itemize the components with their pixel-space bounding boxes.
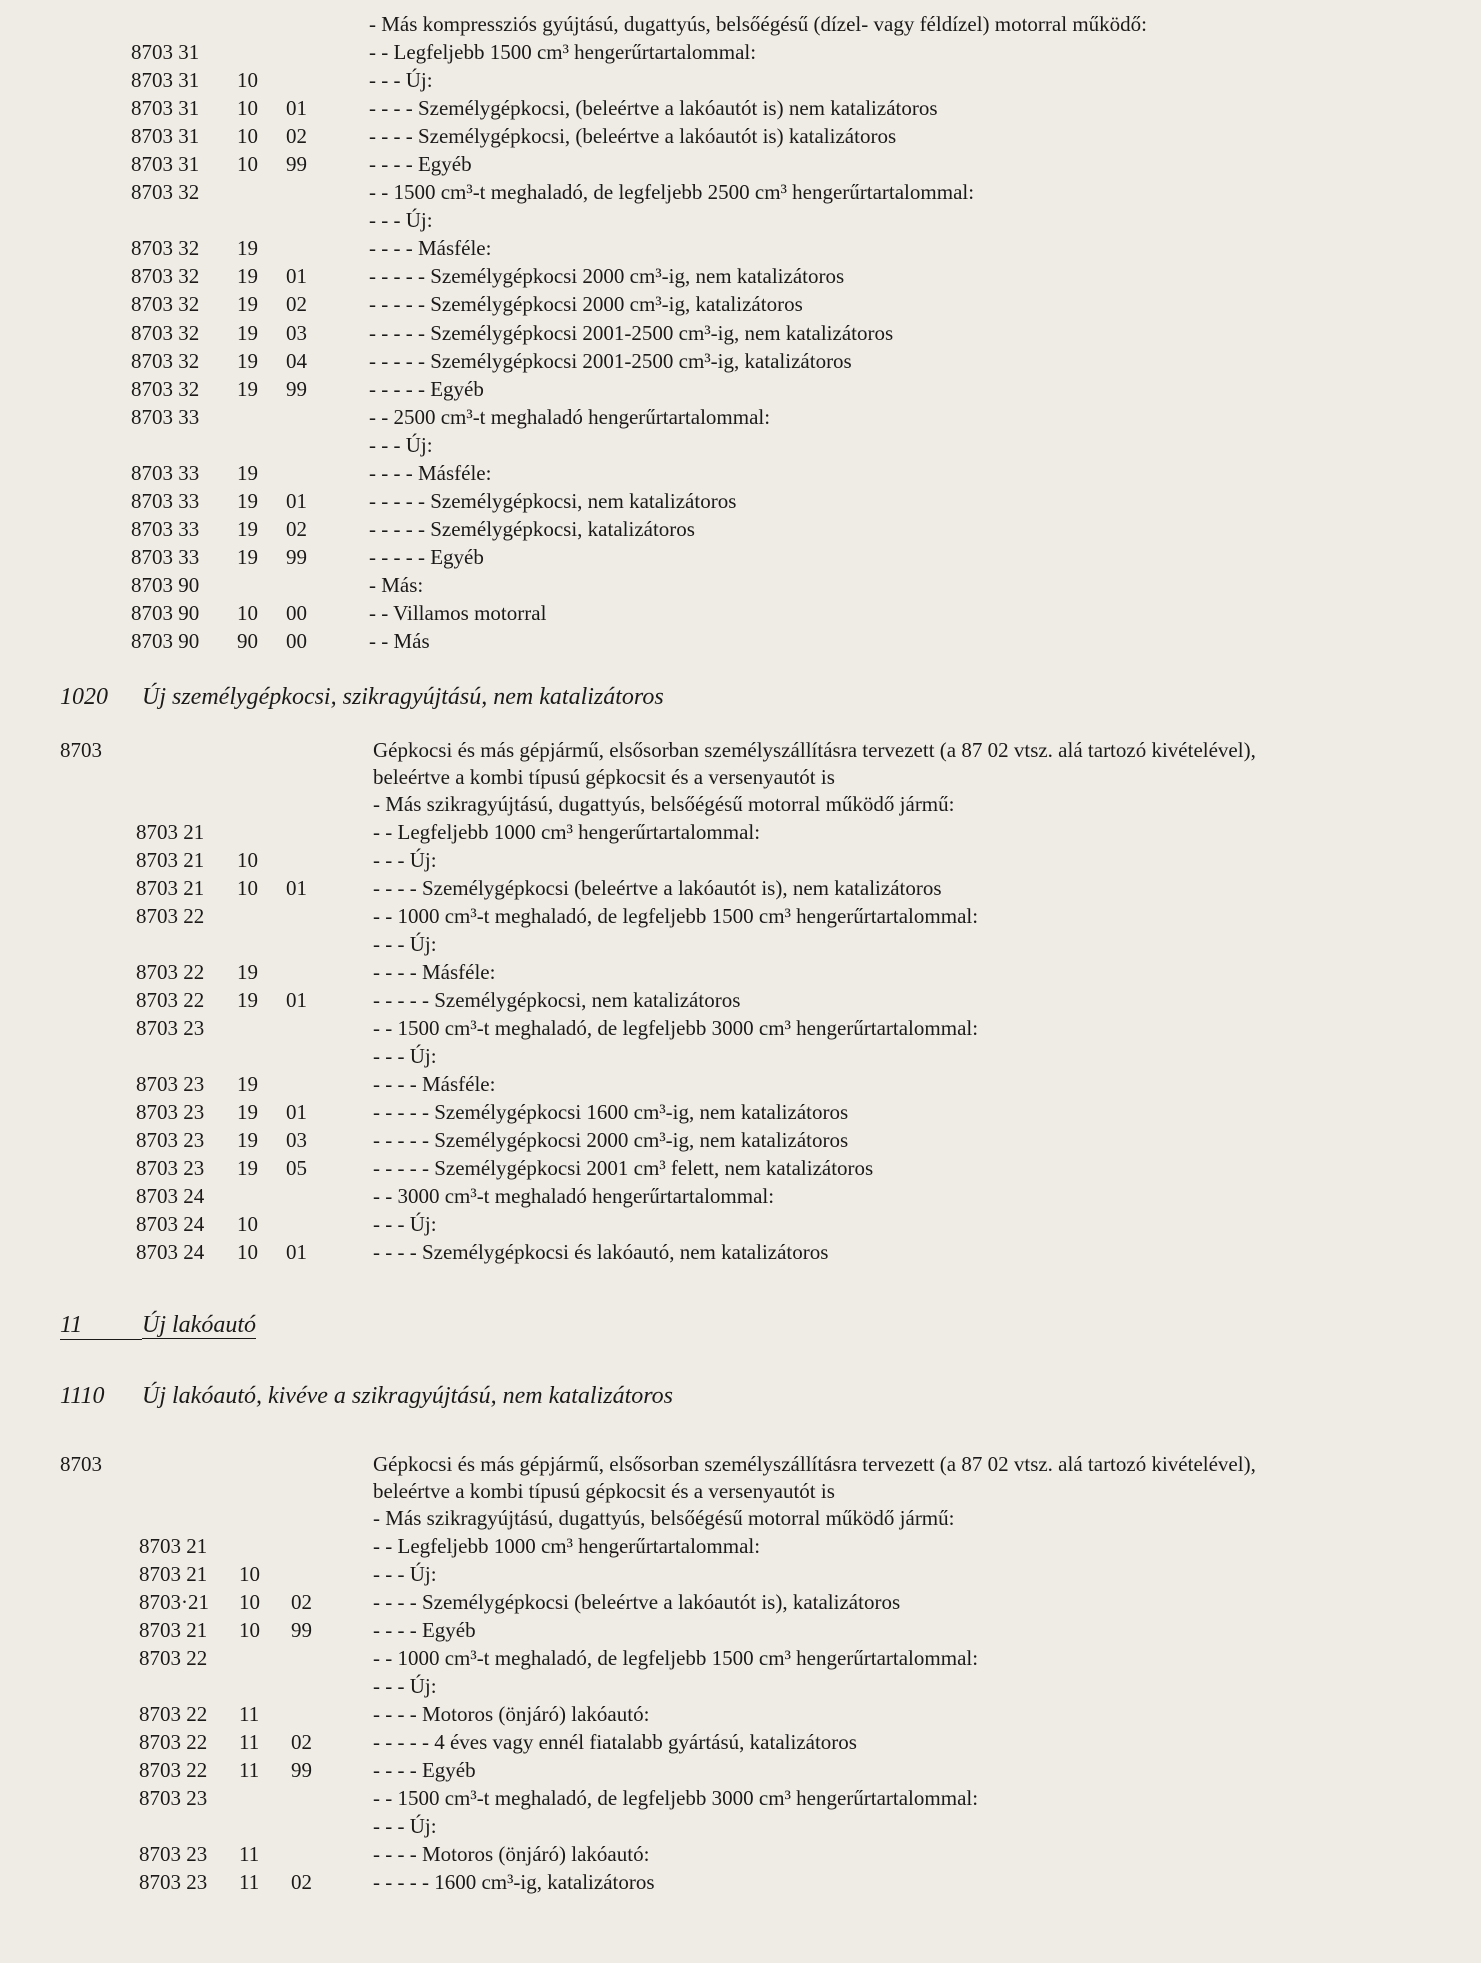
table-row: [0, 178, 1481, 206]
heading-11-number: 11: [60, 1312, 142, 1340]
code-cell: 8703 21: [139, 1618, 208, 1642]
suffix-cell: 99: [291, 1618, 312, 1642]
table-row: [0, 627, 1481, 655]
subcode-cell: 19: [237, 960, 258, 984]
subcode-cell: 19: [237, 1072, 258, 1096]
table-row: [0, 599, 1481, 627]
code-cell: 8703 31: [131, 68, 200, 93]
description-cell: - - Villamos motorral: [369, 601, 547, 625]
table-row: [0, 431, 1481, 459]
subcode-cell: 10: [237, 96, 258, 121]
code-cell: 8703 21: [139, 1562, 208, 1586]
description-cell: - - - - Egyéb: [373, 1618, 476, 1642]
subcode-cell: 19: [237, 1156, 258, 1180]
table-row: [0, 66, 1481, 94]
code-cell: 8703 21: [136, 876, 205, 900]
code-cell: 8703 33: [131, 544, 200, 569]
description-cell: - - Más: [369, 629, 430, 654]
suffix-cell: 99: [286, 152, 307, 177]
suffix-cell: 01: [286, 488, 307, 513]
table-row: [0, 1728, 1481, 1756]
description-cell: - - - - - Személygépkocsi, katalizátoros: [369, 516, 695, 541]
code-cell: 8703 33: [131, 404, 200, 429]
code-cell: 8703 23: [136, 1128, 205, 1152]
code-cell: 8703 32: [131, 264, 200, 289]
subcode-cell: 10: [239, 1618, 260, 1642]
table-row: [0, 1840, 1481, 1868]
subcode-cell: 19: [237, 376, 258, 401]
suffix-cell: 01: [286, 1100, 307, 1124]
code-cell: 8703 23: [139, 1786, 208, 1810]
suffix-cell: 01: [286, 264, 307, 289]
table-row: [0, 958, 1481, 986]
suffix-cell: 03: [286, 320, 307, 345]
code-cell: 8703 24: [136, 1212, 205, 1236]
table-row: [0, 38, 1481, 66]
subcode-cell: 90: [237, 629, 258, 654]
table-row: [0, 1616, 1481, 1644]
subcode-cell: 11: [239, 1870, 260, 1894]
section-b-code: 8703: [60, 738, 102, 762]
code-cell: 8703 22: [139, 1758, 208, 1782]
description-cell: - - - - Másféle:: [369, 460, 492, 485]
table-row: [0, 515, 1481, 543]
code-cell: 8703 24: [136, 1240, 205, 1264]
description-cell: - - 1500 cm³-t meghaladó, de legfeljebb 2500 cm³ hengerűrtartalommal:: [369, 180, 975, 205]
table-row: [0, 347, 1481, 375]
description-cell: - - 1000 cm³-t meghaladó, de legfeljebb 1500 cm³ hengerűrtartalommal:: [373, 904, 979, 928]
code-cell: 8703 33: [131, 488, 200, 513]
description-cell: - - - - Motoros (önjáró) lakóautó:: [373, 1842, 650, 1866]
table-row: [0, 234, 1481, 262]
description-cell: - - - Új:: [373, 1212, 437, 1236]
code-cell: 8703 31: [131, 40, 200, 64]
table-row: [0, 459, 1481, 487]
description-cell: - - - - - Személygépkocsi 2000 cm³-ig, nem katalizátoros: [369, 264, 845, 289]
suffix-cell: 04: [286, 348, 307, 373]
subcode-cell: 10: [239, 1590, 260, 1614]
code-cell: 8703 21: [139, 1534, 208, 1558]
code-cell: 8703 32: [131, 376, 200, 401]
table-row: [0, 150, 1481, 178]
suffix-cell: 02: [286, 516, 307, 541]
table-row: [0, 1644, 1481, 1672]
suffix-cell: 02: [291, 1590, 312, 1614]
heading-1110-text: Új lakóautó, kivéve a szikragyújtású, nem katalizátoros: [142, 1383, 674, 1409]
section-b-desc-2: beleértve a kombi típusú gépkocsit és a versenyautót is: [373, 765, 835, 789]
description-cell: - Más:: [369, 572, 424, 597]
description-cell: - - - - - Személygépkocsi 2001 cm³ felett, nem katalizátoros: [373, 1156, 874, 1180]
heading-1020-text: Új személygépkocsi, szikragyújtású, nem katalizátoros: [142, 684, 664, 710]
heading-1110: [60, 1383, 673, 1410]
code-cell: 8703 22: [139, 1730, 208, 1754]
table-row: [0, 1812, 1481, 1840]
description-cell: - - - - - Személygépkocsi 2001-2500 cm³-ig, katalizátoros: [369, 348, 852, 373]
subcode-cell: 19: [237, 516, 258, 541]
subcode-cell: 10: [237, 1212, 258, 1236]
description-cell: - - - Új:: [373, 1674, 437, 1698]
table-row: [0, 1672, 1481, 1700]
suffix-cell: 02: [286, 292, 307, 317]
heading-11: [60, 1312, 256, 1340]
code-cell: 8703·21: [139, 1590, 209, 1614]
subcode-cell: 19: [237, 292, 258, 317]
description-cell: - - - - - Személygépkocsi 2001-2500 cm³-ig, nem katalizátoros: [369, 320, 894, 345]
table-row: [0, 1182, 1481, 1210]
code-cell: 8703 33: [131, 516, 200, 541]
subcode-cell: 19: [237, 236, 258, 261]
subcode-cell: 11: [239, 1702, 260, 1726]
table-row: [0, 94, 1481, 122]
description-cell: - - - - Másféle:: [369, 236, 492, 261]
description-cell: - - - - Másféle:: [373, 960, 496, 984]
description-cell: - - - Új:: [373, 848, 437, 872]
table-row: [0, 403, 1481, 431]
code-cell: 8703 22: [136, 904, 205, 928]
code-cell: 8703 32: [131, 348, 200, 373]
suffix-cell: 99: [286, 376, 307, 401]
table-row: [0, 206, 1481, 234]
table-row: [0, 1868, 1481, 1896]
section-b-desc-1: Gépkocsi és más gépjármű, elsősorban személyszállításra tervezett (a 87 02 vtsz. alá tartozó kivételével),: [373, 738, 1256, 762]
code-cell: 8703 22: [139, 1646, 208, 1670]
table-row: [0, 1588, 1481, 1616]
subcode-cell: 11: [239, 1758, 260, 1782]
description-cell: - - - - - Egyéb: [369, 376, 484, 401]
code-cell: 8703 31: [131, 152, 200, 177]
section-a-intro: - Más kompressziós gyújtású, dugattyús, belsőégésű (dízel- vagy féldízel) motorral működő:: [369, 12, 1147, 36]
subcode-cell: 19: [237, 348, 258, 373]
suffix-cell: 02: [291, 1730, 312, 1754]
subcode-cell: 10: [237, 124, 258, 149]
description-cell: - - Legfeljebb 1000 cm³ hengerűrtartalommal:: [373, 1534, 761, 1558]
table-row: [0, 1126, 1481, 1154]
description-cell: - - - Új:: [369, 68, 433, 93]
suffix-cell: 01: [286, 988, 307, 1012]
subcode-cell: 19: [237, 320, 258, 345]
suffix-cell: 00: [286, 601, 307, 625]
section-c-desc-2: beleértve a kombi típusú gépkocsit és a versenyautót is: [373, 1479, 835, 1503]
suffix-cell: 03: [286, 1128, 307, 1152]
code-cell: 8703 23: [136, 1156, 205, 1180]
table-row: [0, 487, 1481, 515]
subcode-cell: 19: [237, 460, 258, 485]
subcode-cell: 19: [237, 264, 258, 289]
code-cell: 8703 90: [131, 629, 200, 654]
table-row: [0, 1700, 1481, 1728]
description-cell: - - - - Egyéb: [369, 152, 472, 177]
subcode-cell: 11: [239, 1842, 260, 1866]
subcode-cell: 19: [237, 1100, 258, 1124]
description-cell: - - - Új:: [369, 208, 433, 233]
description-cell: - - - Új:: [373, 1814, 437, 1838]
table-row: [0, 1210, 1481, 1238]
subcode-cell: 19: [237, 544, 258, 569]
code-cell: 8703 32: [131, 236, 200, 261]
code-cell: 8703 21: [136, 848, 205, 872]
description-cell: - - - - - Személygépkocsi 2000 cm³-ig, katalizátoros: [369, 292, 803, 317]
table-row: [0, 1042, 1481, 1070]
code-cell: 8703 90: [131, 572, 200, 597]
table-row: [0, 1070, 1481, 1098]
description-cell: - - - - Személygépkocsi, (beleértve a lakóautót is) nem katalizátoros: [369, 96, 938, 121]
code-cell: 8703 23: [136, 1072, 205, 1096]
description-cell: - - - - - Egyéb: [369, 544, 484, 569]
table-row: [0, 290, 1481, 318]
subcode-cell: 19: [237, 488, 258, 513]
table-row: [0, 874, 1481, 902]
description-cell: - - - - Motoros (önjáró) lakóautó:: [373, 1702, 650, 1726]
table-row: [0, 1560, 1481, 1588]
code-cell: 8703 22: [139, 1702, 208, 1726]
subcode-cell: 10: [239, 1562, 260, 1586]
description-cell: - - - - - Személygépkocsi 2000 cm³-ig, nem katalizátoros: [373, 1128, 849, 1152]
section-c-desc-1: Gépkocsi és más gépjármű, elsősorban személyszállításra tervezett (a 87 02 vtsz. alá tartozó kivételével),: [373, 1452, 1256, 1476]
table-row: [0, 1238, 1481, 1266]
subcode-cell: 10: [237, 68, 258, 93]
subcode-cell: 10: [237, 1240, 258, 1264]
description-cell: - - - - - Személygépkocsi 1600 cm³-ig, nem katalizátoros: [373, 1100, 849, 1124]
code-cell: 8703 31: [131, 96, 200, 121]
heading-1020: [60, 684, 664, 711]
subcode-cell: 10: [237, 876, 258, 900]
table-row: [0, 986, 1481, 1014]
table-row: [0, 571, 1481, 599]
description-cell: - - - - Személygépkocsi, (beleértve a lakóautót is) katalizátoros: [369, 124, 897, 149]
description-cell: - - - - - Személygépkocsi, nem katalizátoros: [373, 988, 741, 1012]
table-row: [0, 1784, 1481, 1812]
table-row: [0, 1098, 1481, 1126]
table-row: [0, 319, 1481, 347]
description-cell: - - - - Egyéb: [373, 1758, 476, 1782]
subcode-cell: 19: [237, 988, 258, 1012]
suffix-cell: 01: [286, 96, 307, 121]
heading-1110-number: 1110: [60, 1383, 105, 1409]
description-cell: - - - - - Személygépkocsi, nem katalizátoros: [369, 488, 737, 513]
description-cell: - - - - - 4 éves vagy ennél fiatalabb gyártású, katalizátoros: [373, 1730, 857, 1754]
description-cell: - - 1500 cm³-t meghaladó, de legfeljebb 3000 cm³ hengerűrtartalommal:: [373, 1786, 979, 1810]
section-b-desc-3: - Más szikragyújtású, dugattyús, belsőégésű motorral működő jármű:: [373, 792, 955, 816]
table-row: [0, 262, 1481, 290]
description-cell: - - - - Személygépkocsi (beleértve a lakóautót is), nem katalizátoros: [373, 876, 942, 900]
description-cell: - - - Új:: [373, 1562, 437, 1586]
suffix-cell: 99: [286, 544, 307, 569]
table-row: [0, 1532, 1481, 1560]
description-cell: - - - Új:: [373, 932, 437, 956]
table-row: [0, 1756, 1481, 1784]
table-row: [0, 846, 1481, 874]
description-cell: - - - Új:: [369, 432, 433, 457]
code-cell: 8703 22: [136, 988, 205, 1012]
subcode-cell: 10: [237, 601, 258, 625]
suffix-cell: 01: [286, 876, 307, 900]
code-cell: 8703 23: [136, 1100, 205, 1124]
suffix-cell: 99: [291, 1758, 312, 1782]
suffix-cell: 05: [286, 1156, 307, 1180]
heading-11-text: Új lakóautó: [142, 1312, 256, 1338]
section-c-code: 8703: [60, 1452, 102, 1476]
code-cell: 8703 32: [131, 180, 200, 205]
subcode-cell: 19: [237, 1128, 258, 1152]
table-row: [0, 1014, 1481, 1042]
code-cell: 8703 23: [139, 1842, 208, 1866]
description-cell: - - - - Személygépkocsi és lakóautó, nem katalizátoros: [373, 1240, 829, 1264]
description-cell: - - 2500 cm³-t meghaladó hengerűrtartalommal:: [369, 404, 771, 429]
description-cell: - - - - - 1600 cm³-ig, katalizátoros: [373, 1870, 655, 1894]
table-row: [0, 902, 1481, 930]
suffix-cell: 01: [286, 1240, 307, 1264]
code-cell: 8703 23: [136, 1016, 205, 1040]
code-cell: 8703 31: [131, 124, 200, 149]
code-cell: 8703 21: [136, 820, 205, 844]
code-cell: 8703 22: [136, 960, 205, 984]
description-cell: - - - Új:: [373, 1044, 437, 1068]
description-cell: - - 1500 cm³-t meghaladó, de legfeljebb 3000 cm³ hengerűrtartalommal:: [373, 1016, 979, 1040]
code-cell: 8703 32: [131, 320, 200, 345]
table-row: [0, 818, 1481, 846]
description-cell: - - - - Másféle:: [373, 1072, 496, 1096]
description-cell: - - Legfeljebb 1000 cm³ hengerűrtartalommal:: [373, 820, 761, 844]
code-cell: 8703 24: [136, 1184, 205, 1208]
description-cell: - - - - Személygépkocsi (beleértve a lakóautót is), katalizátoros: [373, 1590, 901, 1614]
subcode-cell: 10: [237, 848, 258, 872]
code-cell: 8703 33: [131, 460, 200, 485]
description-cell: - - 1000 cm³-t meghaladó, de legfeljebb 1500 cm³ hengerűrtartalommal:: [373, 1646, 979, 1670]
suffix-cell: 02: [286, 124, 307, 149]
description-cell: - - 3000 cm³-t meghaladó hengerűrtartalommal:: [373, 1184, 775, 1208]
code-cell: 8703 32: [131, 292, 200, 317]
table-row: [0, 122, 1481, 150]
code-cell: 8703 23: [139, 1870, 208, 1894]
subcode-cell: 11: [239, 1730, 260, 1754]
table-row: [0, 930, 1481, 958]
suffix-cell: 00: [286, 629, 307, 654]
description-cell: - - Legfeljebb 1500 cm³ hengerűrtartalommal:: [369, 40, 757, 64]
suffix-cell: 02: [291, 1870, 312, 1894]
heading-1020-number: 1020: [60, 684, 108, 710]
table-row: [0, 375, 1481, 403]
subcode-cell: 10: [237, 152, 258, 177]
table-row: [0, 543, 1481, 571]
table-row: [0, 1154, 1481, 1182]
code-cell: 8703 90: [131, 601, 200, 625]
section-c-desc-3: - Más szikragyújtású, dugattyús, belsőégésű motorral működő jármű:: [373, 1506, 955, 1530]
